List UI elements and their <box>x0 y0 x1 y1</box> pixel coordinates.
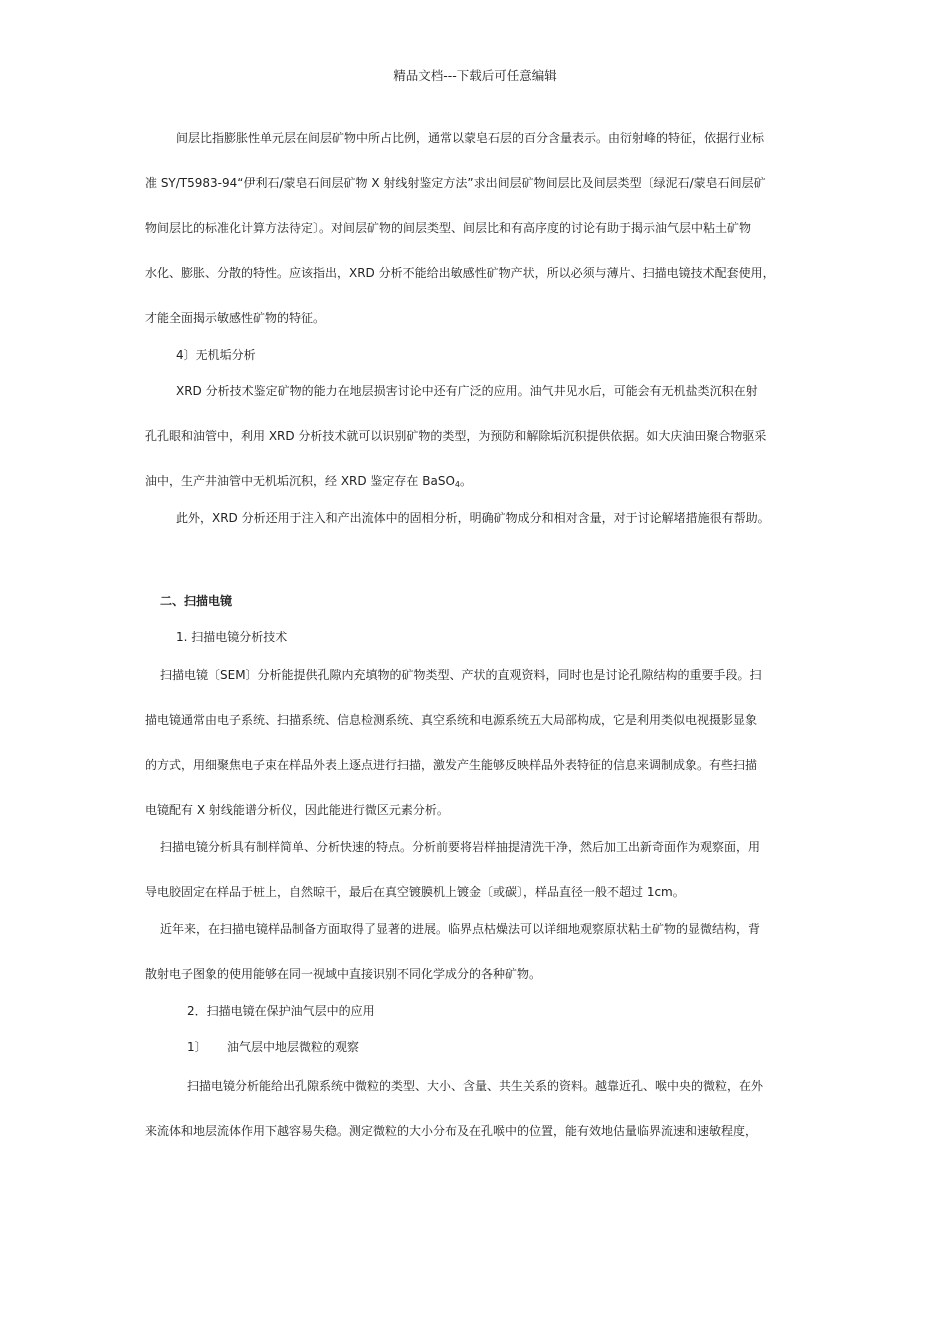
page-header: 精品文档---下载后可任意编辑 <box>393 68 557 83</box>
paragraph-line: 水化、膨胀、分散的特性。应该指出，XRD 分析不能给出敏感性矿物产状，所以必须与薄片、扫描电镜技术配套使用， <box>145 266 775 280</box>
paragraph-line: 散射电子图象的使用能够在同一视域中直接识别不同化学成分的各种矿物。 <box>145 967 542 981</box>
section-heading: 二、扫描电镜 <box>160 594 233 608</box>
paragraph-line: 电镜配有 X 射线能谱分析仪，因此能进行微区元素分析。 <box>145 803 449 817</box>
subheading-number: 1〕 <box>187 1040 207 1054</box>
paragraph-line: 扫描电镜分析具有制样简单、分析快速的特点。分析前要将岩样抽提清洗干净，然后加工出新奇面作为观察面，用 <box>160 840 761 854</box>
paragraph-line <box>145 473 472 493</box>
paragraph-line: 才能全面揭示敏感性矿物的特征。 <box>145 311 326 325</box>
paragraph-line: 间层比指膨胀性单元层在间层矿物中所占比例，通常以蒙皂石层的百分含量表示。由衍射峰的特征，依据行业标 <box>176 131 765 145</box>
text-span: 油中，生产井油管中无机垢沉积，经 XRD 鉴定存在 BaSO <box>145 474 455 488</box>
subheading: 油气层中地层微粒的观察 <box>227 1040 360 1054</box>
paragraph-line: 近年来，在扫描电镜样品制备方面取得了显著的进展。临界点枯燥法可以详细地观察原状粘土矿物的显微结构，背 <box>160 922 761 936</box>
subheading: 1. 扫描电镜分析技术 <box>176 630 288 644</box>
paragraph-line: 此外，XRD 分析还用于注入和产出流体中的固相分析，明确矿物成分和相对含量，对于讨论解堵措施很有帮助。 <box>176 511 770 525</box>
paragraph-line: 描电镜通常由电子系统、扫描系统、信息检测系统、真空系统和电源系统五大局部构成，它是利用类似电视摄影显象 <box>145 713 758 727</box>
paragraph-line: 导电胶固定在样品于桩上，自然晾干，最后在真空镀膜机上镀金〔或碳〕，样品直径一般不超过 1cm。 <box>145 885 685 899</box>
paragraph-line: 物间层比的标准化计算方法待定〕。对间层矿物的间层类型、间层比和有高序度的讨论有助于揭示油气层中粘土矿物 <box>145 221 752 235</box>
text-span: 。 <box>460 474 473 488</box>
paragraph-line: 准 SY/T5983-94“伊利石/蒙皂石间层矿物 X 射线射鉴定方法”求出间层矿物间层比及间层类型〔绿泥石/蒙皂石间层矿 <box>145 176 766 190</box>
paragraph-line: 孔孔眼和油管中，利用 XRD 分析技术就可以识别矿物的类型，为预防和解除垢沉积提供依据。如大庆油田聚合物驱采 <box>145 429 767 443</box>
paragraph-line: XRD 分析技术鉴定矿物的能力在地层损害讨论中还有广泛的应用。油气井见水后，可能会有无机盐类沉积在射 <box>176 384 758 398</box>
paragraph-line: 的方式，用细聚焦电子束在样品外表上逐点进行扫描，激发产生能够反映样品外表特征的信息来调制成象。有些扫描 <box>145 758 758 772</box>
paragraph-line: 扫描电镜〔SEM〕分析能提供孔隙内充填物的矿物类型、产状的直观资料，同时也是讨论孔隙结构的重要手段。扫 <box>160 668 762 682</box>
subheading: 2．扫描电镜在保护油气层中的应用 <box>187 1004 375 1018</box>
paragraph-line: 来流体和地层流体作用下越容易失稳。测定微粒的大小分布及在孔喉中的位置，能有效地估量临界流速和速敏程度， <box>145 1124 758 1138</box>
subheading: 4〕无机垢分析 <box>176 348 256 362</box>
paragraph-line: 扫描电镜分析能给出孔隙系统中微粒的类型、大小、含量、共生关系的资料。越靠近孔、喉中央的微粒，在外 <box>187 1079 764 1093</box>
subscript: 4 <box>454 480 460 489</box>
